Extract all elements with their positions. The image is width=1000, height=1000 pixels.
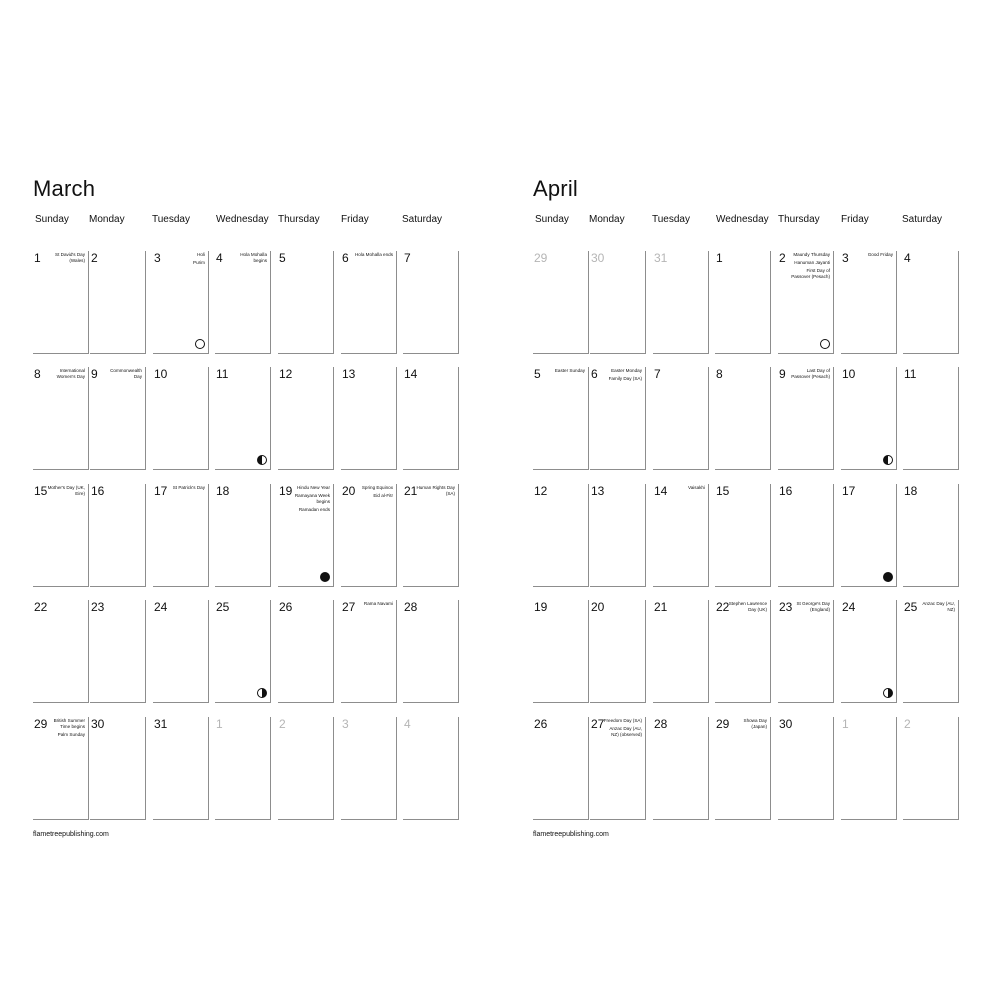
day-cell[interactable] xyxy=(153,600,209,703)
event-label: Rama Navami xyxy=(363,601,393,606)
event-label: Easter Sunday xyxy=(554,368,585,373)
day-number: 15 xyxy=(34,484,48,498)
day-events xyxy=(853,252,893,260)
day-number: 25 xyxy=(904,600,918,614)
day-cell[interactable] xyxy=(215,600,271,703)
day-number: 21 xyxy=(404,484,418,498)
day-events xyxy=(915,601,955,615)
day-cell[interactable] xyxy=(33,717,89,820)
event-label: Maundy Thursday xyxy=(793,252,830,257)
day-cell[interactable] xyxy=(653,717,709,820)
day-events xyxy=(790,601,830,615)
day-number: 16 xyxy=(91,484,105,498)
day-number: 28 xyxy=(654,717,668,731)
day-events xyxy=(545,368,585,376)
day-number: 4 xyxy=(404,717,411,731)
day-cell[interactable] xyxy=(778,600,834,703)
day-number: 31 xyxy=(154,717,168,731)
day-number: 8 xyxy=(34,367,41,381)
day-number: 28 xyxy=(404,600,418,614)
day-number: 13 xyxy=(342,367,356,381)
day-cell[interactable] xyxy=(590,600,646,703)
day-number: 11 xyxy=(904,367,917,381)
day-number: 29 xyxy=(716,717,730,731)
day-cell[interactable] xyxy=(841,717,897,820)
day-number: 1 xyxy=(216,717,223,731)
day-number: 30 xyxy=(591,251,605,265)
day-number: 7 xyxy=(654,367,661,381)
weekday-sunday: Sunday xyxy=(535,214,569,225)
day-number: 22 xyxy=(716,600,730,614)
day-cell[interactable] xyxy=(778,484,834,587)
day-number: 18 xyxy=(904,484,918,498)
day-number: 3 xyxy=(342,717,349,731)
publisher-url[interactable]: flametreepublishing.com xyxy=(33,831,109,838)
event-label: Ramadan ends xyxy=(298,506,330,512)
day-cell[interactable] xyxy=(33,484,89,587)
day-cell[interactable] xyxy=(903,717,959,820)
weekday-wednesday: Wednesday xyxy=(716,214,769,225)
day-cell[interactable] xyxy=(903,251,959,354)
day-number: 13 xyxy=(591,484,605,498)
event-label: Hola Mohalla ends xyxy=(354,252,393,257)
day-number: 2 xyxy=(904,717,911,731)
day-number: 1 xyxy=(34,251,41,265)
day-number: 10 xyxy=(154,367,168,381)
event-label: Good Friday xyxy=(867,252,893,257)
day-cell[interactable] xyxy=(841,484,897,587)
event-label: Anzac Day (AU, NZ) xyxy=(922,601,955,612)
day-cell[interactable] xyxy=(778,367,834,470)
day-cell[interactable] xyxy=(590,367,646,470)
day-number: 12 xyxy=(279,367,293,381)
day-cell[interactable] xyxy=(33,600,89,703)
weekday-saturday: Saturday xyxy=(902,214,943,225)
day-number: 1 xyxy=(716,251,723,265)
event-label: Easter Monday xyxy=(611,368,642,373)
day-number: 10 xyxy=(842,367,856,381)
day-number: 2 xyxy=(779,251,786,265)
day-events xyxy=(45,718,85,740)
event-label: Spring Equinox xyxy=(361,485,393,490)
day-cell[interactable] xyxy=(715,367,771,470)
day-cell[interactable] xyxy=(33,367,89,470)
day-number: 9 xyxy=(91,367,98,381)
weekday-monday: Monday xyxy=(89,214,125,225)
day-cell[interactable] xyxy=(903,367,959,470)
day-number: 30 xyxy=(91,717,105,731)
day-cell[interactable] xyxy=(90,717,146,820)
day-events xyxy=(727,718,767,732)
day-cell[interactable] xyxy=(778,251,834,354)
day-events xyxy=(602,368,642,384)
day-cell[interactable] xyxy=(90,251,146,354)
day-number: 23 xyxy=(91,600,105,614)
day-number: 30 xyxy=(779,717,793,731)
day-cell[interactable] xyxy=(715,251,771,354)
day-events xyxy=(665,485,705,493)
day-cell[interactable] xyxy=(278,484,334,587)
day-cell[interactable] xyxy=(90,367,146,470)
day-number: 15 xyxy=(716,484,730,498)
weekday-sunday: Sunday xyxy=(35,214,69,225)
weekday-thursday: Thursday xyxy=(778,214,820,225)
full-moon-icon xyxy=(820,339,830,349)
event-label: Stephen Lawrence Day (UK) xyxy=(728,601,767,612)
event-label: St George's Day (England) xyxy=(796,601,830,612)
day-events xyxy=(290,485,330,515)
day-number: 5 xyxy=(279,251,286,265)
event-label: Holi xyxy=(197,252,205,257)
event-label: Human Rights Day (SA) xyxy=(416,485,455,496)
day-cell[interactable] xyxy=(341,251,397,354)
full-moon-icon xyxy=(195,339,205,349)
day-cell[interactable] xyxy=(533,717,589,820)
day-cell[interactable] xyxy=(841,367,897,470)
day-number: 27 xyxy=(591,717,605,731)
day-number: 17 xyxy=(154,484,168,498)
last-moon-icon xyxy=(883,455,893,465)
day-events xyxy=(602,718,642,740)
day-cell[interactable] xyxy=(903,484,959,587)
day-number: 2 xyxy=(91,251,98,265)
weekday-friday: Friday xyxy=(841,214,869,225)
day-cell[interactable] xyxy=(715,484,771,587)
day-cell[interactable] xyxy=(215,484,271,587)
weekday-saturday: Saturday xyxy=(402,214,443,225)
day-cell[interactable] xyxy=(653,251,709,354)
day-cell[interactable] xyxy=(533,251,589,354)
day-cell[interactable] xyxy=(90,600,146,703)
day-cell[interactable] xyxy=(533,600,589,703)
day-number: 19 xyxy=(534,600,548,614)
event-label: Eid al-Fitr xyxy=(373,493,393,499)
day-number: 20 xyxy=(591,600,605,614)
event-label: International Women's Day xyxy=(56,368,85,379)
event-label: Purim xyxy=(193,260,205,266)
weekday-friday: Friday xyxy=(341,214,369,225)
day-cell[interactable] xyxy=(841,251,897,354)
day-number: 26 xyxy=(279,600,293,614)
day-number: 3 xyxy=(842,251,849,265)
day-cell[interactable] xyxy=(715,717,771,820)
day-number: 31 xyxy=(654,251,668,265)
day-events xyxy=(353,601,393,609)
day-cell[interactable] xyxy=(403,251,459,354)
day-events xyxy=(353,252,393,260)
day-number: 18 xyxy=(216,484,230,498)
day-cell[interactable] xyxy=(341,717,397,820)
day-number: 23 xyxy=(779,600,793,614)
first-moon-icon xyxy=(257,688,267,698)
event-label: Anzac Day (AU, NZ) (observed) xyxy=(609,726,642,737)
day-number: 22 xyxy=(34,600,48,614)
day-number: 8 xyxy=(716,367,723,381)
weekday-wednesday: Wednesday xyxy=(216,214,269,225)
day-number: 16 xyxy=(779,484,793,498)
day-number: 5 xyxy=(534,367,541,381)
month-title: April xyxy=(533,176,579,201)
day-number: 14 xyxy=(654,484,668,498)
day-cell[interactable] xyxy=(278,600,334,703)
day-number: 11 xyxy=(216,367,229,381)
event-label: British Summer Time begins xyxy=(53,718,85,729)
day-number: 27 xyxy=(342,600,356,614)
day-number: 21 xyxy=(654,600,668,614)
day-cell[interactable] xyxy=(33,251,89,354)
day-number: 6 xyxy=(342,251,349,265)
day-cell[interactable] xyxy=(590,484,646,587)
day-cell[interactable] xyxy=(403,600,459,703)
day-cell[interactable] xyxy=(153,717,209,820)
day-cell[interactable] xyxy=(90,484,146,587)
day-cell[interactable] xyxy=(278,717,334,820)
day-number: 19 xyxy=(279,484,293,498)
day-number: 6 xyxy=(591,367,598,381)
weekday-header-row xyxy=(33,214,473,230)
event-label: Commonwealth Day xyxy=(110,368,142,379)
day-cell[interactable] xyxy=(533,484,589,587)
event-label: Freedom Day (SA) xyxy=(603,718,642,723)
day-number: 24 xyxy=(154,600,168,614)
day-cell[interactable] xyxy=(778,717,834,820)
day-number: 4 xyxy=(216,251,223,265)
day-number: 20 xyxy=(342,484,356,498)
day-events xyxy=(102,368,142,382)
event-label: St Patrick's Day xyxy=(172,485,205,490)
publisher-url[interactable]: flametreepublishing.com xyxy=(533,831,609,838)
day-number: 26 xyxy=(534,717,548,731)
day-number: 29 xyxy=(534,251,548,265)
event-label: Hola Mohalla begins xyxy=(240,252,267,263)
day-events xyxy=(415,485,455,499)
event-label: First Day of Passover (Pesach) xyxy=(791,268,830,279)
day-cell[interactable] xyxy=(341,484,397,587)
day-cell[interactable] xyxy=(403,484,459,587)
day-events xyxy=(45,368,85,382)
day-cell[interactable] xyxy=(715,600,771,703)
day-number: 29 xyxy=(34,717,48,731)
event-label: Last Day of Passover (Pesach) xyxy=(791,368,830,379)
weekday-tuesday: Tuesday xyxy=(652,214,690,225)
day-cell[interactable] xyxy=(341,367,397,470)
day-cell[interactable] xyxy=(278,367,334,470)
day-events xyxy=(227,252,267,266)
event-label: St David's Day (Wales) xyxy=(55,252,85,263)
day-number: 3 xyxy=(154,251,161,265)
day-cell[interactable] xyxy=(590,251,646,354)
day-cell[interactable] xyxy=(215,251,271,354)
day-number: 14 xyxy=(404,367,418,381)
day-number: 9 xyxy=(779,367,786,381)
day-cell[interactable] xyxy=(403,717,459,820)
day-number: 17 xyxy=(842,484,856,498)
day-number: 24 xyxy=(842,600,856,614)
weekday-thursday: Thursday xyxy=(278,214,320,225)
day-events xyxy=(165,485,205,493)
day-number: 1 xyxy=(842,717,849,731)
day-cell[interactable] xyxy=(153,367,209,470)
day-events xyxy=(790,368,830,382)
weekday-tuesday: Tuesday xyxy=(152,214,190,225)
new-moon-icon xyxy=(883,572,893,582)
day-cell[interactable] xyxy=(653,484,709,587)
day-number: 2 xyxy=(279,717,286,731)
event-label: Family Day (SA) xyxy=(608,376,642,382)
day-events xyxy=(353,485,393,501)
last-moon-icon xyxy=(257,455,267,465)
month-title: March xyxy=(33,176,96,201)
day-number: 25 xyxy=(216,600,230,614)
event-label: Hindu New Year xyxy=(297,485,330,490)
day-cell[interactable] xyxy=(215,367,271,470)
day-events xyxy=(790,252,830,282)
event-label: Showa Day (Japan) xyxy=(743,718,767,729)
weekday-monday: Monday xyxy=(589,214,625,225)
first-moon-icon xyxy=(883,688,893,698)
day-events xyxy=(165,252,205,268)
new-moon-icon xyxy=(320,572,330,582)
day-number: 12 xyxy=(534,484,548,498)
day-cell[interactable] xyxy=(903,600,959,703)
day-cell[interactable] xyxy=(341,600,397,703)
day-cell[interactable] xyxy=(278,251,334,354)
day-events xyxy=(45,485,85,499)
day-cell[interactable] xyxy=(403,367,459,470)
event-label: Hanuman Jayanti xyxy=(794,260,830,266)
day-cell[interactable] xyxy=(590,717,646,820)
day-events xyxy=(45,252,85,266)
day-cell[interactable] xyxy=(153,484,209,587)
day-cell[interactable] xyxy=(653,600,709,703)
day-events xyxy=(727,601,767,615)
event-label: Mother's Day (UK, Eire) xyxy=(47,485,85,496)
weekday-header-row xyxy=(533,214,973,230)
day-cell[interactable] xyxy=(533,367,589,470)
event-label: Vaisakhi xyxy=(687,485,705,490)
day-cell[interactable] xyxy=(841,600,897,703)
day-cell[interactable] xyxy=(153,251,209,354)
day-cell[interactable] xyxy=(653,367,709,470)
event-label: Ramayana Week begins xyxy=(294,493,330,504)
day-cell[interactable] xyxy=(215,717,271,820)
event-label: Palm Sunday xyxy=(57,731,85,737)
day-number: 4 xyxy=(904,251,911,265)
day-number: 7 xyxy=(404,251,411,265)
